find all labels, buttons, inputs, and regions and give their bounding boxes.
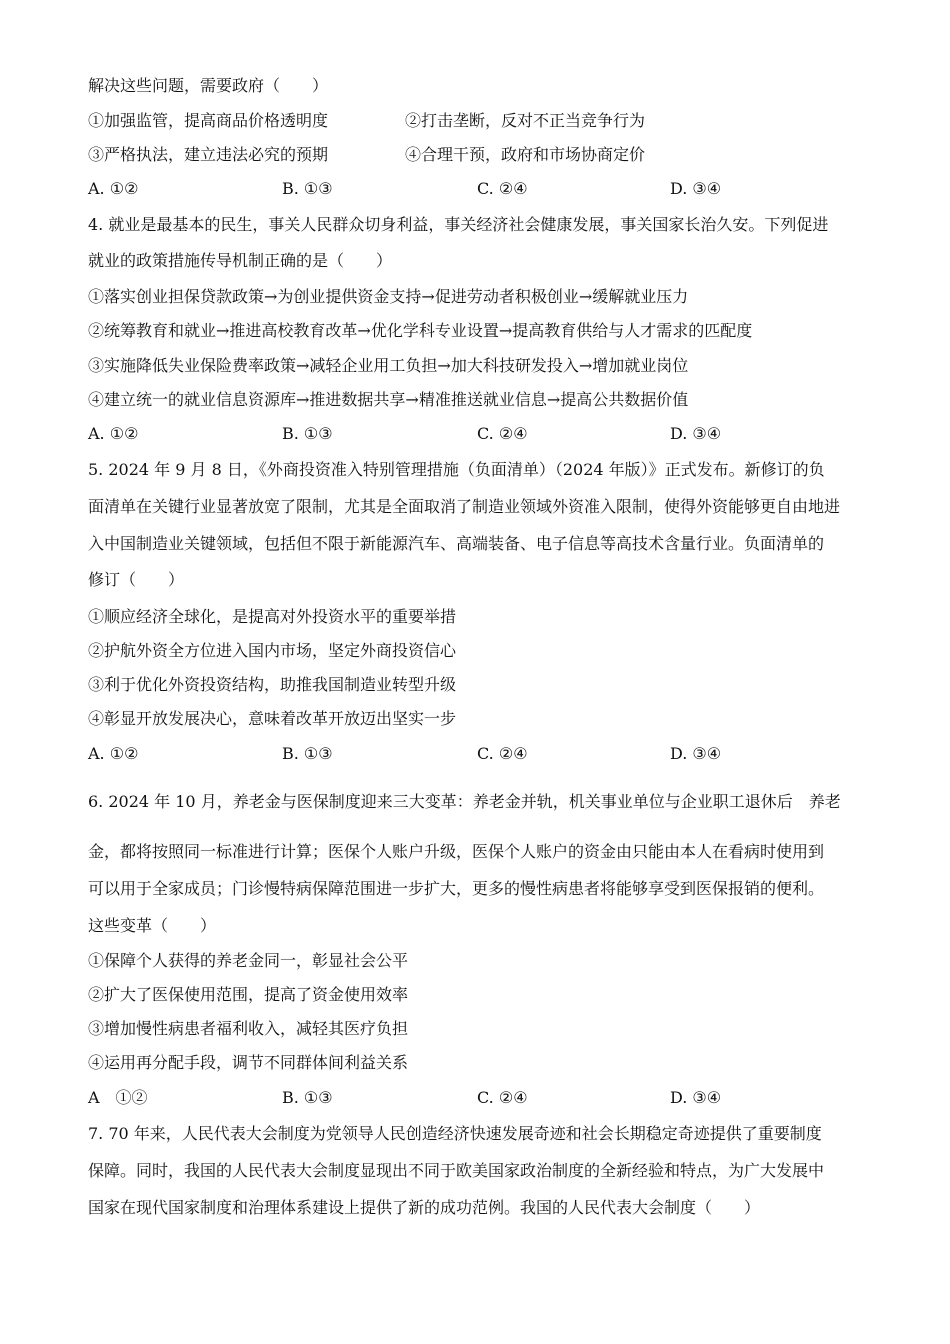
q5-stem-line-4: 修订（ ） (88, 570, 185, 589)
q3-option-a[interactable]: A. ①② (88, 179, 139, 198)
q3-option-c[interactable]: C. ②④ (477, 179, 528, 198)
q4-statement-1: ①落实创业担保贷款政策→为创业提供资金支持→促进劳动者积极创业→缓解就业压力 (88, 287, 689, 306)
q6-option-d[interactable]: D. ③④ (670, 1088, 722, 1107)
q5-option-a[interactable]: A. ①② (88, 744, 139, 763)
q3-statement-2: ②打击垄断，反对不正当竞争行为 (405, 111, 646, 130)
q5-statement-2: ②护航外资全方位进入国内市场，坚定外商投资信心 (88, 641, 457, 660)
q6-statement-4: ④运用再分配手段，调节不同群体间利益关系 (88, 1053, 409, 1072)
q6-statement-3: ③增加慢性病患者福利收入，减轻其医疗负担 (88, 1019, 409, 1038)
q5-stem-line-2: 面清单在关键行业显著放宽了限制，尤其是全面取消了制造业领域外资准入限制，使得外资能够更自由地进 (88, 497, 841, 516)
q6-stem-line-3: 可以用于全家成员；门诊慢特病保障范围进一步扩大，更多的慢性病患者将能够享受到医保报销的便利。 (88, 879, 825, 898)
q4-option-c[interactable]: C. ②④ (477, 424, 528, 443)
q6-statement-2: ②扩大了医保使用范围，提高了资金使用效率 (88, 985, 409, 1004)
q4-option-d[interactable]: D. ③④ (670, 424, 722, 443)
q4-option-a[interactable]: A. ①② (88, 424, 139, 443)
q5-option-b[interactable]: B. ①③ (282, 744, 333, 763)
q7-stem-line-3: 国家在现代国家制度和治理体系建设上提供了新的成功范例。我国的人民代表大会制度（ ） (88, 1198, 761, 1217)
q5-statement-3: ③利于优化外资投资结构，助推我国制造业转型升级 (88, 675, 457, 694)
q5-stem-line-1: 5. 2024 年 9 月 8 日，《外商投资准入特别管理措施（负面清单）（2024 年版）》正式发布。新修订的负 (88, 460, 825, 479)
q5-statement-4: ④彰显开放发展决心，意味着改革开放迈出坚实一步 (88, 709, 457, 728)
q4-stem-line-1: 4. 就业是最基本的民生，事关人民群众切身利益，事关经济社会健康发展，事关国家长治久安。下列促进 (88, 215, 829, 234)
q3-option-b[interactable]: B. ①③ (282, 179, 333, 198)
q4-option-b[interactable]: B. ①③ (282, 424, 333, 443)
q4-statement-3: ③实施降低失业保险费率政策→减轻企业用工负担→加大科技研发投入→增加就业岗位 (88, 356, 689, 375)
q6-stem-line-2: 金，都将按照同一标准进行计算；医保个人账户升级，医保个人账户的资金由只能由本人在看病时使用到 (88, 842, 825, 861)
q4-statement-4: ④建立统一的就业信息资源库→推进数据共享→精准推送就业信息→提高公共数据价值 (88, 390, 689, 409)
q5-stem-line-3: 入中国制造业关键领域，包括但不限于新能源汽车、高端装备、电子信息等高技术含量行业。负面清单的 (88, 534, 825, 553)
q6-option-c[interactable]: C. ②④ (477, 1088, 528, 1107)
q6-option-b[interactable]: B. ①③ (282, 1088, 333, 1107)
q7-stem-line-1: 7. 70 年来，人民代表大会制度为党领导人民创造经济快速发展奇迹和社会长期稳定奇迹提供了重要制度 (88, 1124, 822, 1143)
q5-option-c[interactable]: C. ②④ (477, 744, 528, 763)
q7-stem-line-2: 保障。同时，我国的人民代表大会制度显现出不同于欧美国家政治制度的全新经验和特点，为广大发展中 (88, 1161, 825, 1180)
q6-stem-line-1: 6. 2024 年 10 月，养老金与医保制度迎来三大变革：养老金并轨，机关事业单位与企业职工退休后 养老 (88, 792, 841, 811)
q3-statement-4: ④合理干预，政府和市场协商定价 (405, 145, 646, 164)
q3-option-d[interactable]: D. ③④ (670, 179, 722, 198)
q6-stem-line-4: 这些变革（ ） (88, 916, 217, 935)
q5-statement-1: ①顺应经济全球化，是提高对外投资水平的重要举措 (88, 607, 457, 626)
q6-option-a[interactable]: A ①② (88, 1088, 148, 1107)
q3-statement-1: ①加强监管，提高商品价格透明度 (88, 111, 329, 130)
q4-stem-line-2: 就业的政策措施传导机制正确的是（ ） (88, 251, 393, 270)
q3-statement-3: ③严格执法，建立违法必究的预期 (88, 145, 329, 164)
q6-statement-1: ①保障个人获得的养老金同一，彰显社会公平 (88, 951, 409, 970)
q5-option-d[interactable]: D. ③④ (670, 744, 722, 763)
q3-stem: 解决这些问题，需要政府（ ） (88, 76, 329, 95)
q4-statement-2: ②统筹教育和就业→推进高校教育改革→优化学科专业设置→提高教育供给与人才需求的匹配度 (88, 321, 753, 340)
